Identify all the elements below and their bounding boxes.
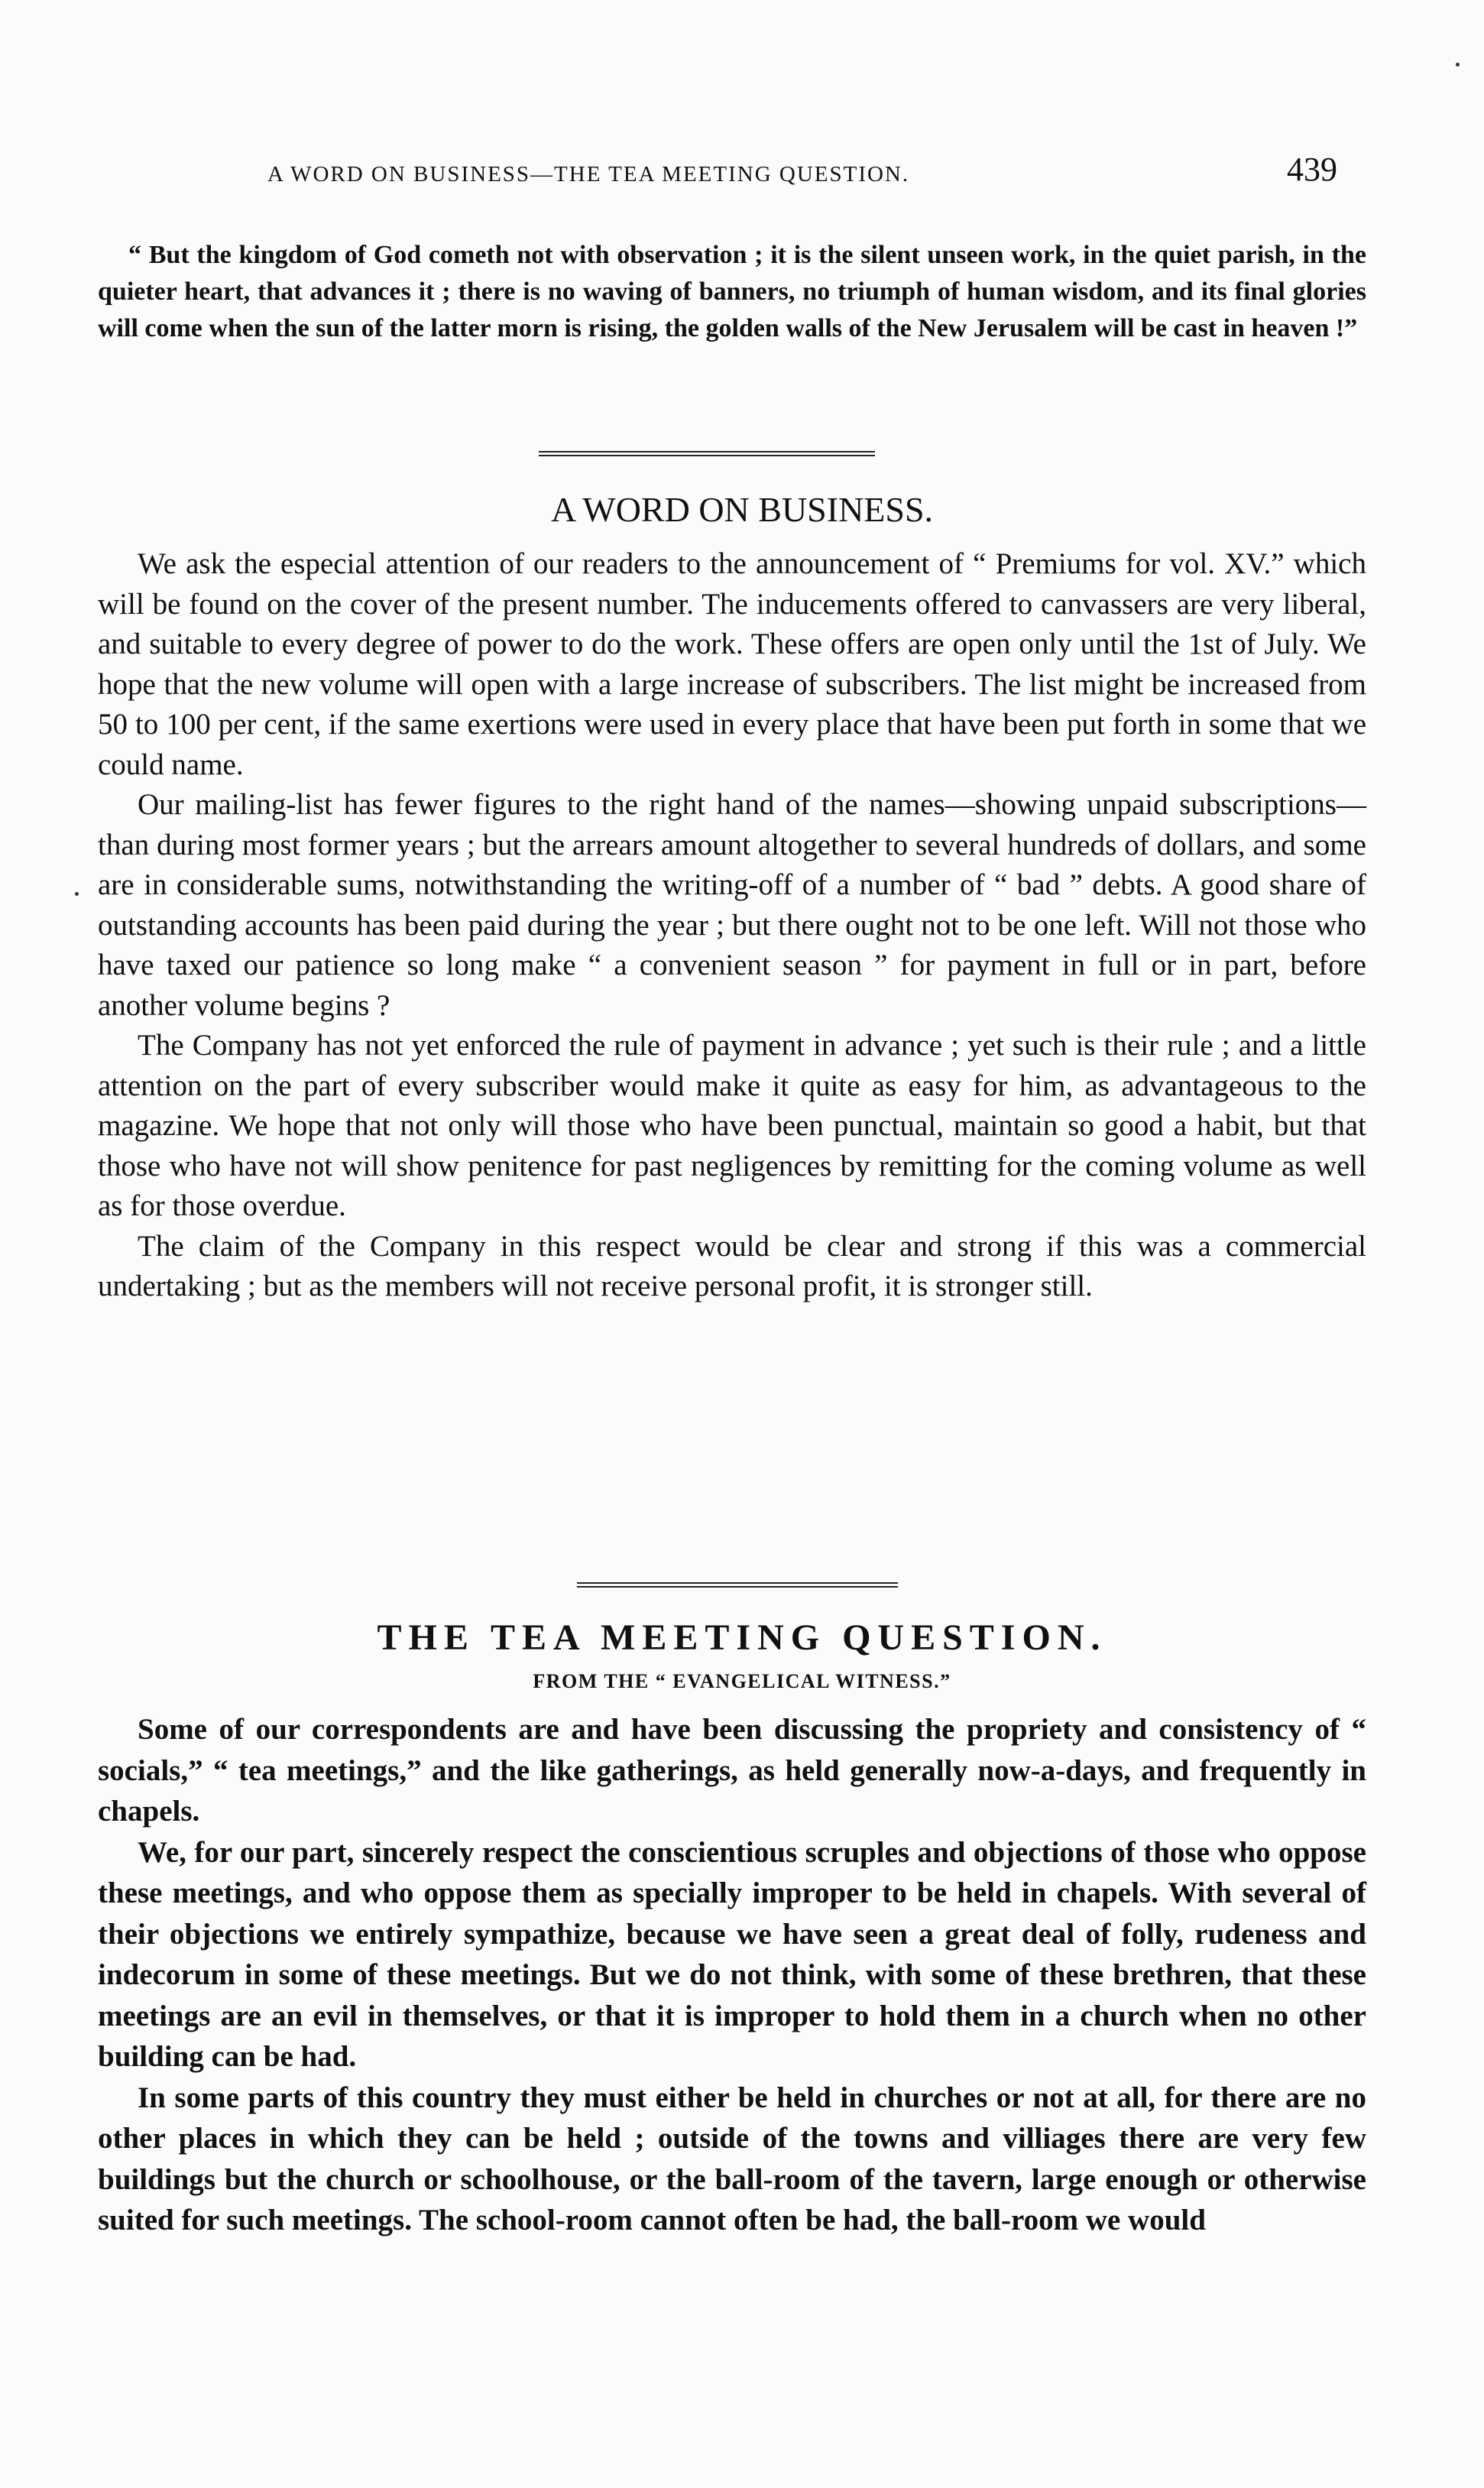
scan-speck [1456, 63, 1460, 66]
section-title-business: A WORD ON BUSINESS. [550, 490, 934, 529]
section-body-business [98, 544, 1366, 1307]
scan-speck [75, 892, 79, 896]
section-title-tea-meeting: THE TEA MEETING QUESTION. [377, 1617, 1107, 1658]
section-divider [577, 1582, 898, 1586]
paragraph: We ask the especial attention of our readers to the announcement of “ Premiums for vol. XV.” which will be found on the cover of the present number. The inducements offered to canvassers are very liberal, and suitable to every degree of power to do the work. These offers are open only until the 1st of July. We hope that the new volume will open with a large increase of subscribers. The list might be increased from 50 to 100 per cent, if the same exertions were used in every place that have been put forth in some that we could name. [98, 547, 1366, 781]
paragraph: Our mailing-list has fewer figures to the right hand of the names—showing unpaid subscriptions—than during most former years ; but the arrears amount altogether to several hundreds of dollars, and some are in considerable sums, notwithstanding the writing-off of a number of “ bad ” debts. A good share of outstanding accounts has been paid during the year ; but there ought not to be one left. Will not those who have taxed our patience so long make “ a convenient season ” for payment in full or in part, before another volume begins ? [98, 788, 1366, 1022]
paragraph: The claim of the Company in this respect would be clear and strong if this was a commercial undertaking ; but as the members will not receive personal profit, it is stronger still. [98, 1229, 1366, 1302]
paragraph: In some parts of this country they must either be held in churches or not at all, for there are no other places in which they can be held ; outside of the towns and villiages there are very few buildings but the church or schoolhouse, or the ball-room of the tavern, large enough or otherwise suited for such meetings. The school-room cannot often be had, the ball-room we would [98, 2081, 1366, 2237]
quote-text: “ But the kingdom of God cometh not with observation ; it is the silent unseen work, in the quiet parish, in the quieter heart, that advances it ; there is no waving of banners, no triumph of human wisdom, and its final glories will come when the sun of the latter morn is rising, the golden walls of the New Jerusalem will be cast in heaven !” [98, 241, 1366, 342]
section-divider [539, 451, 875, 455]
paragraph: We, for our part, sincerely respect the conscientious scruples and objections of those who oppose these meetings, and who oppose them as specially improper to be held in chapels. With several of their objections we entirely sympathize, because we have seen a great deal of folly, rudeness and indecorum in some of these meetings. But we do not think, with some of these brethren, that these meetings are an evil in themselves, or that it is improper to hold them in a church when no other building can be had. [98, 1835, 1366, 2073]
paragraph: Some of our correspondents are and have been discussing the propriety and consistency of “ socials,” “ tea meetings,” and the like gatherings, as held generally now-a-days, and frequently in chapels. [98, 1713, 1366, 1828]
section-subtitle: FROM THE “ EVANGELICAL WITNESS.” [533, 1670, 951, 1692]
epigraph-quote [98, 237, 1366, 347]
section-body-tea-meeting [98, 1709, 1366, 2241]
paragraph: The Company has not yet enforced the rule of payment in advance ; yet such is their rule ; and a little attention on the part of every subscriber would make it quite as easy for him, as advantageous to the magazine. We hope that not only will those who have been punctual, maintain so good a habit, but that those who have not will show penitence for past negligences by remitting for the coming volume as well as for those overdue. [98, 1029, 1366, 1222]
running-head: A WORD ON BUSINESS—THE TEA MEETING QUESTION. [267, 162, 910, 187]
page-number: 439 [1287, 151, 1337, 188]
page-header [130, 150, 1345, 196]
